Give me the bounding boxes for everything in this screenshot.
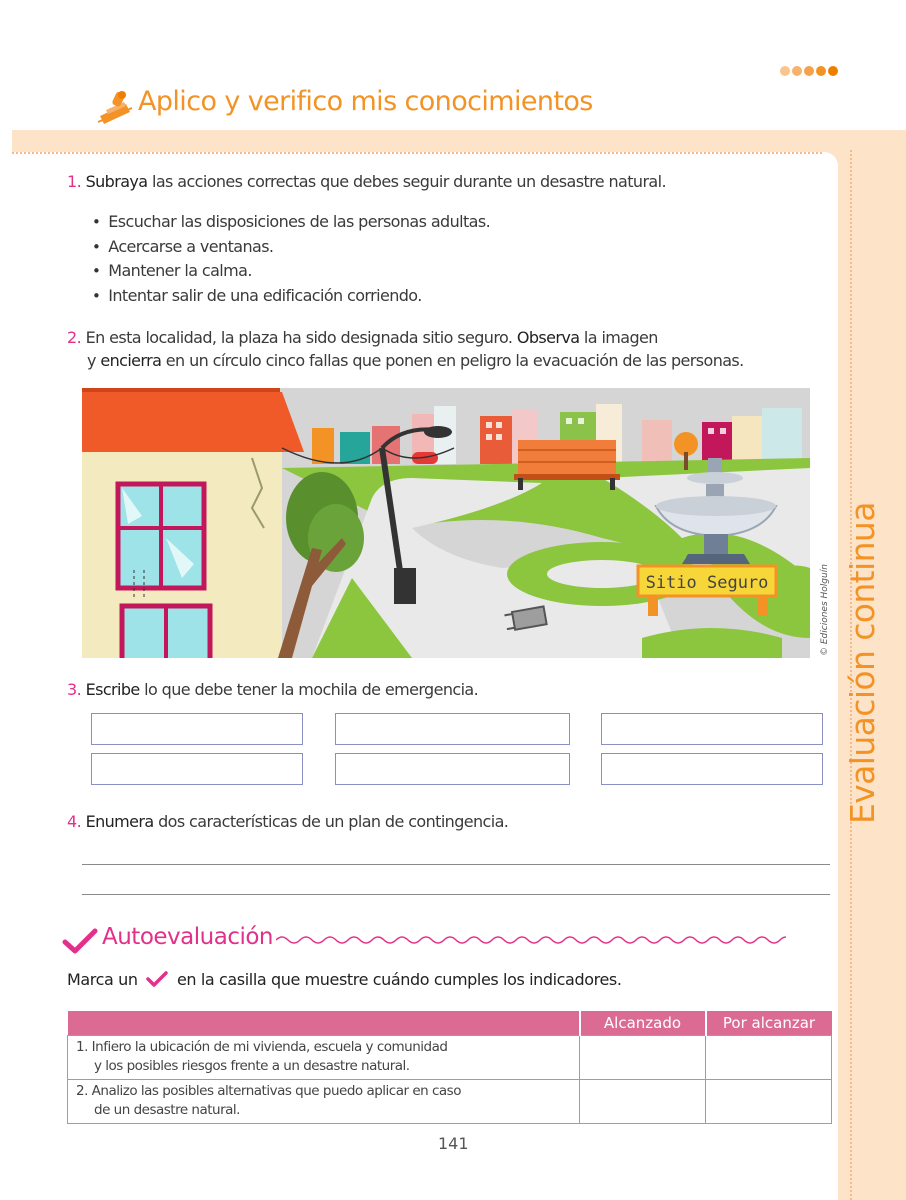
question-text: las acciones correctas que debes seguir durante un desastre natural. [147, 172, 666, 191]
question-text: la imagen [579, 328, 658, 347]
dot-3 [804, 66, 814, 76]
dotted-divider [12, 152, 822, 154]
option-item[interactable]: • Mantener la calma. [92, 259, 490, 284]
q1-options [92, 210, 490, 308]
dot-2 [792, 66, 802, 76]
checkmark-icon [146, 970, 168, 988]
answer-box[interactable] [91, 713, 303, 745]
image-copyright: © Ediciones Holguín [820, 564, 830, 656]
question-text: En esta localidad, la plaza ha sido designada sitio seguro. [81, 328, 517, 347]
indicator-cell [68, 1035, 580, 1079]
indicator-line: 2. Analizo las posibles alternativas que puedo aplicar en caso [76, 1082, 461, 1099]
indicator-line: 1. Infiero la ubicación de mi vivienda, escuela y comunidad [76, 1038, 448, 1055]
header-achieved: Alcanzado [580, 1011, 706, 1035]
table-row [68, 1079, 832, 1123]
dot-1 [780, 66, 790, 76]
stamp-icon [96, 90, 138, 126]
option-item[interactable]: • Intentar salir de una edificación corriendo. [92, 284, 490, 309]
question-number: 4. [67, 812, 82, 831]
question-1 [67, 172, 666, 191]
instruction-text: Marca un [67, 970, 143, 989]
answer-line[interactable] [82, 894, 830, 895]
dot-5 [828, 66, 838, 76]
achieved-checkbox-cell[interactable] [580, 1035, 706, 1079]
question-text: lo que debe tener la mochila de emergencia. [139, 680, 479, 699]
question-keyword: Escribe [85, 680, 140, 699]
indicator-cell [68, 1079, 580, 1123]
header-to-achieve: Por alcanzar [706, 1011, 832, 1035]
option-item[interactable]: • Escuchar las disposiciones de las personas adultas. [92, 210, 490, 235]
question-keyword: Observa [516, 328, 580, 347]
question-keyword: Enumera [85, 812, 154, 831]
question-4 [67, 812, 508, 831]
section-title: Autoevaluación [102, 924, 274, 950]
achieved-checkbox-cell[interactable] [580, 1079, 706, 1123]
header-dots [780, 66, 838, 76]
question-text: dos características de un plan de contingencia. [153, 812, 509, 831]
header-indicator [68, 1011, 580, 1035]
indicator-line: y los posibles riesgos frente a un desastre natural. [94, 1057, 410, 1074]
page-title: Aplico y verifico mis conocimientos [138, 86, 593, 117]
indicator-line: de un desastre natural. [94, 1101, 240, 1118]
to-achieve-checkbox-cell[interactable] [706, 1035, 832, 1079]
plaza-illustration[interactable] [82, 388, 810, 658]
question-keyword: encierra [100, 351, 162, 370]
question-3 [67, 680, 478, 699]
question-number: 3. [67, 680, 82, 699]
wavy-line [276, 934, 786, 946]
question-number: 2. [67, 328, 82, 347]
instruction [67, 967, 622, 989]
question-text: y [87, 351, 101, 370]
self-evaluation-table [67, 1011, 832, 1124]
question-number: 1. [67, 172, 82, 191]
checkmark-icon [62, 928, 98, 954]
to-achieve-checkbox-cell[interactable] [706, 1079, 832, 1123]
answer-box[interactable] [91, 753, 303, 785]
answer-line[interactable] [82, 864, 830, 865]
table-header-row [68, 1011, 832, 1035]
option-item[interactable]: • Acercarse a ventanas. [92, 235, 490, 260]
answer-box[interactable] [335, 753, 570, 785]
answer-box[interactable] [601, 753, 823, 785]
instruction-text: en la casilla que muestre cuándo cumples los indicadores. [172, 970, 622, 989]
question-2-line-2 [87, 351, 744, 370]
damaged-house [82, 390, 304, 658]
question-2-line-1 [67, 328, 658, 347]
answer-box[interactable] [601, 713, 823, 745]
sign-text: Sitio Seguro [645, 573, 769, 593]
answer-box[interactable] [335, 713, 570, 745]
question-text: en un círculo cinco fallas que ponen en peligro la evacuación de las personas. [161, 351, 744, 370]
side-title: Evaluación continua [843, 502, 882, 824]
page-number: 141 [438, 1134, 469, 1153]
dot-4 [816, 66, 826, 76]
table-row [68, 1035, 832, 1079]
question-keyword: Subraya [85, 172, 148, 191]
